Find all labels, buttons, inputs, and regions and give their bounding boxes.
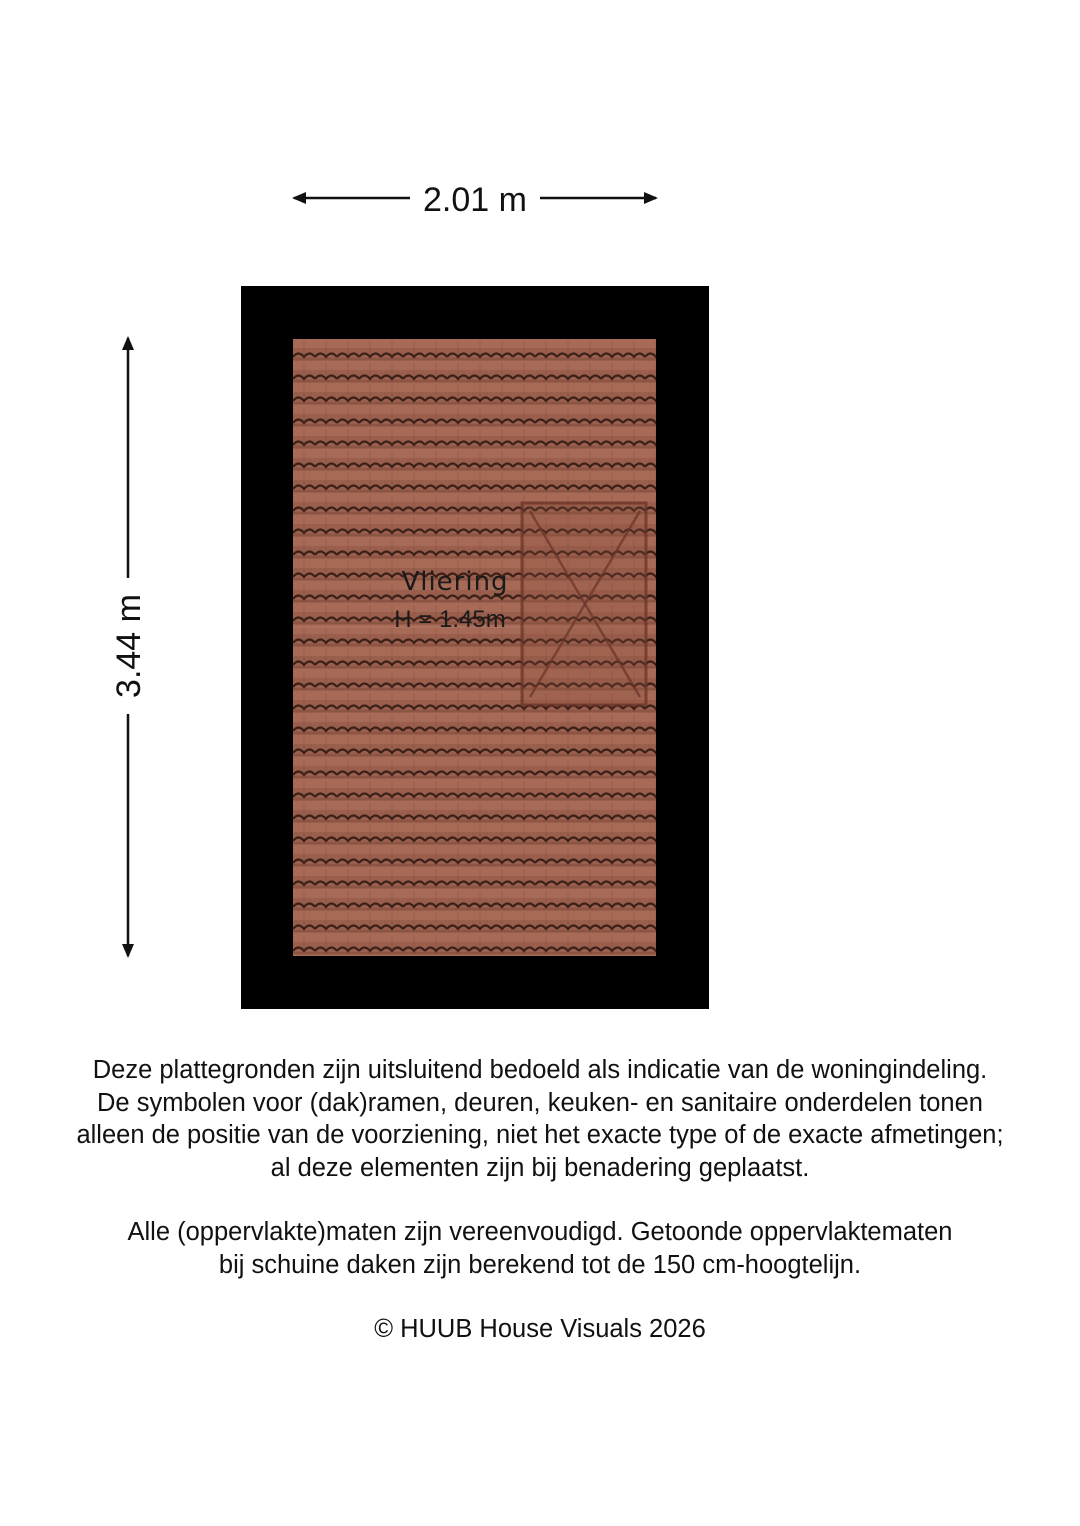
- width-label: 2.01 m: [423, 181, 527, 219]
- disclaimer-line: bij schuine daken zijn berekend tot de 150 cm-hoogtelijn.: [218, 1250, 862, 1279]
- room-name: Vliering: [401, 567, 509, 597]
- room-height: H = 1.45m: [394, 606, 506, 633]
- depth-dimension: [110, 338, 148, 956]
- paragraph-spacer: [0, 1184, 1080, 1216]
- disclaimer-line: Deze plattegronden zijn uitsluitend bedoeld als indicatie van de woningindeling.: [92, 1056, 988, 1084]
- disclaimer-line: alleen de positie van de voorziening, niet het exacte type of de exacte afmetingen;: [76, 1121, 1004, 1149]
- paragraph-spacer: [0, 1281, 1080, 1313]
- disclaimer: [0, 1054, 1080, 1346]
- disclaimer-line: Alle (oppervlakte)maten zijn vereenvoudigd. Getoonde oppervlaktematen: [127, 1218, 953, 1246]
- width-dimension: [294, 181, 656, 219]
- copyright-notice: © HUUB House Visuals 2026: [374, 1315, 706, 1343]
- disclaimer-line: De symbolen voor (dak)ramen, deuren, keuken- en sanitaire onderdelen tonen: [97, 1088, 983, 1117]
- depth-label: 3.44 m: [110, 594, 148, 698]
- disclaimer-line: al deze elementen zijn bij benadering geplaatst.: [270, 1153, 810, 1182]
- attic-hatch: [522, 503, 646, 705]
